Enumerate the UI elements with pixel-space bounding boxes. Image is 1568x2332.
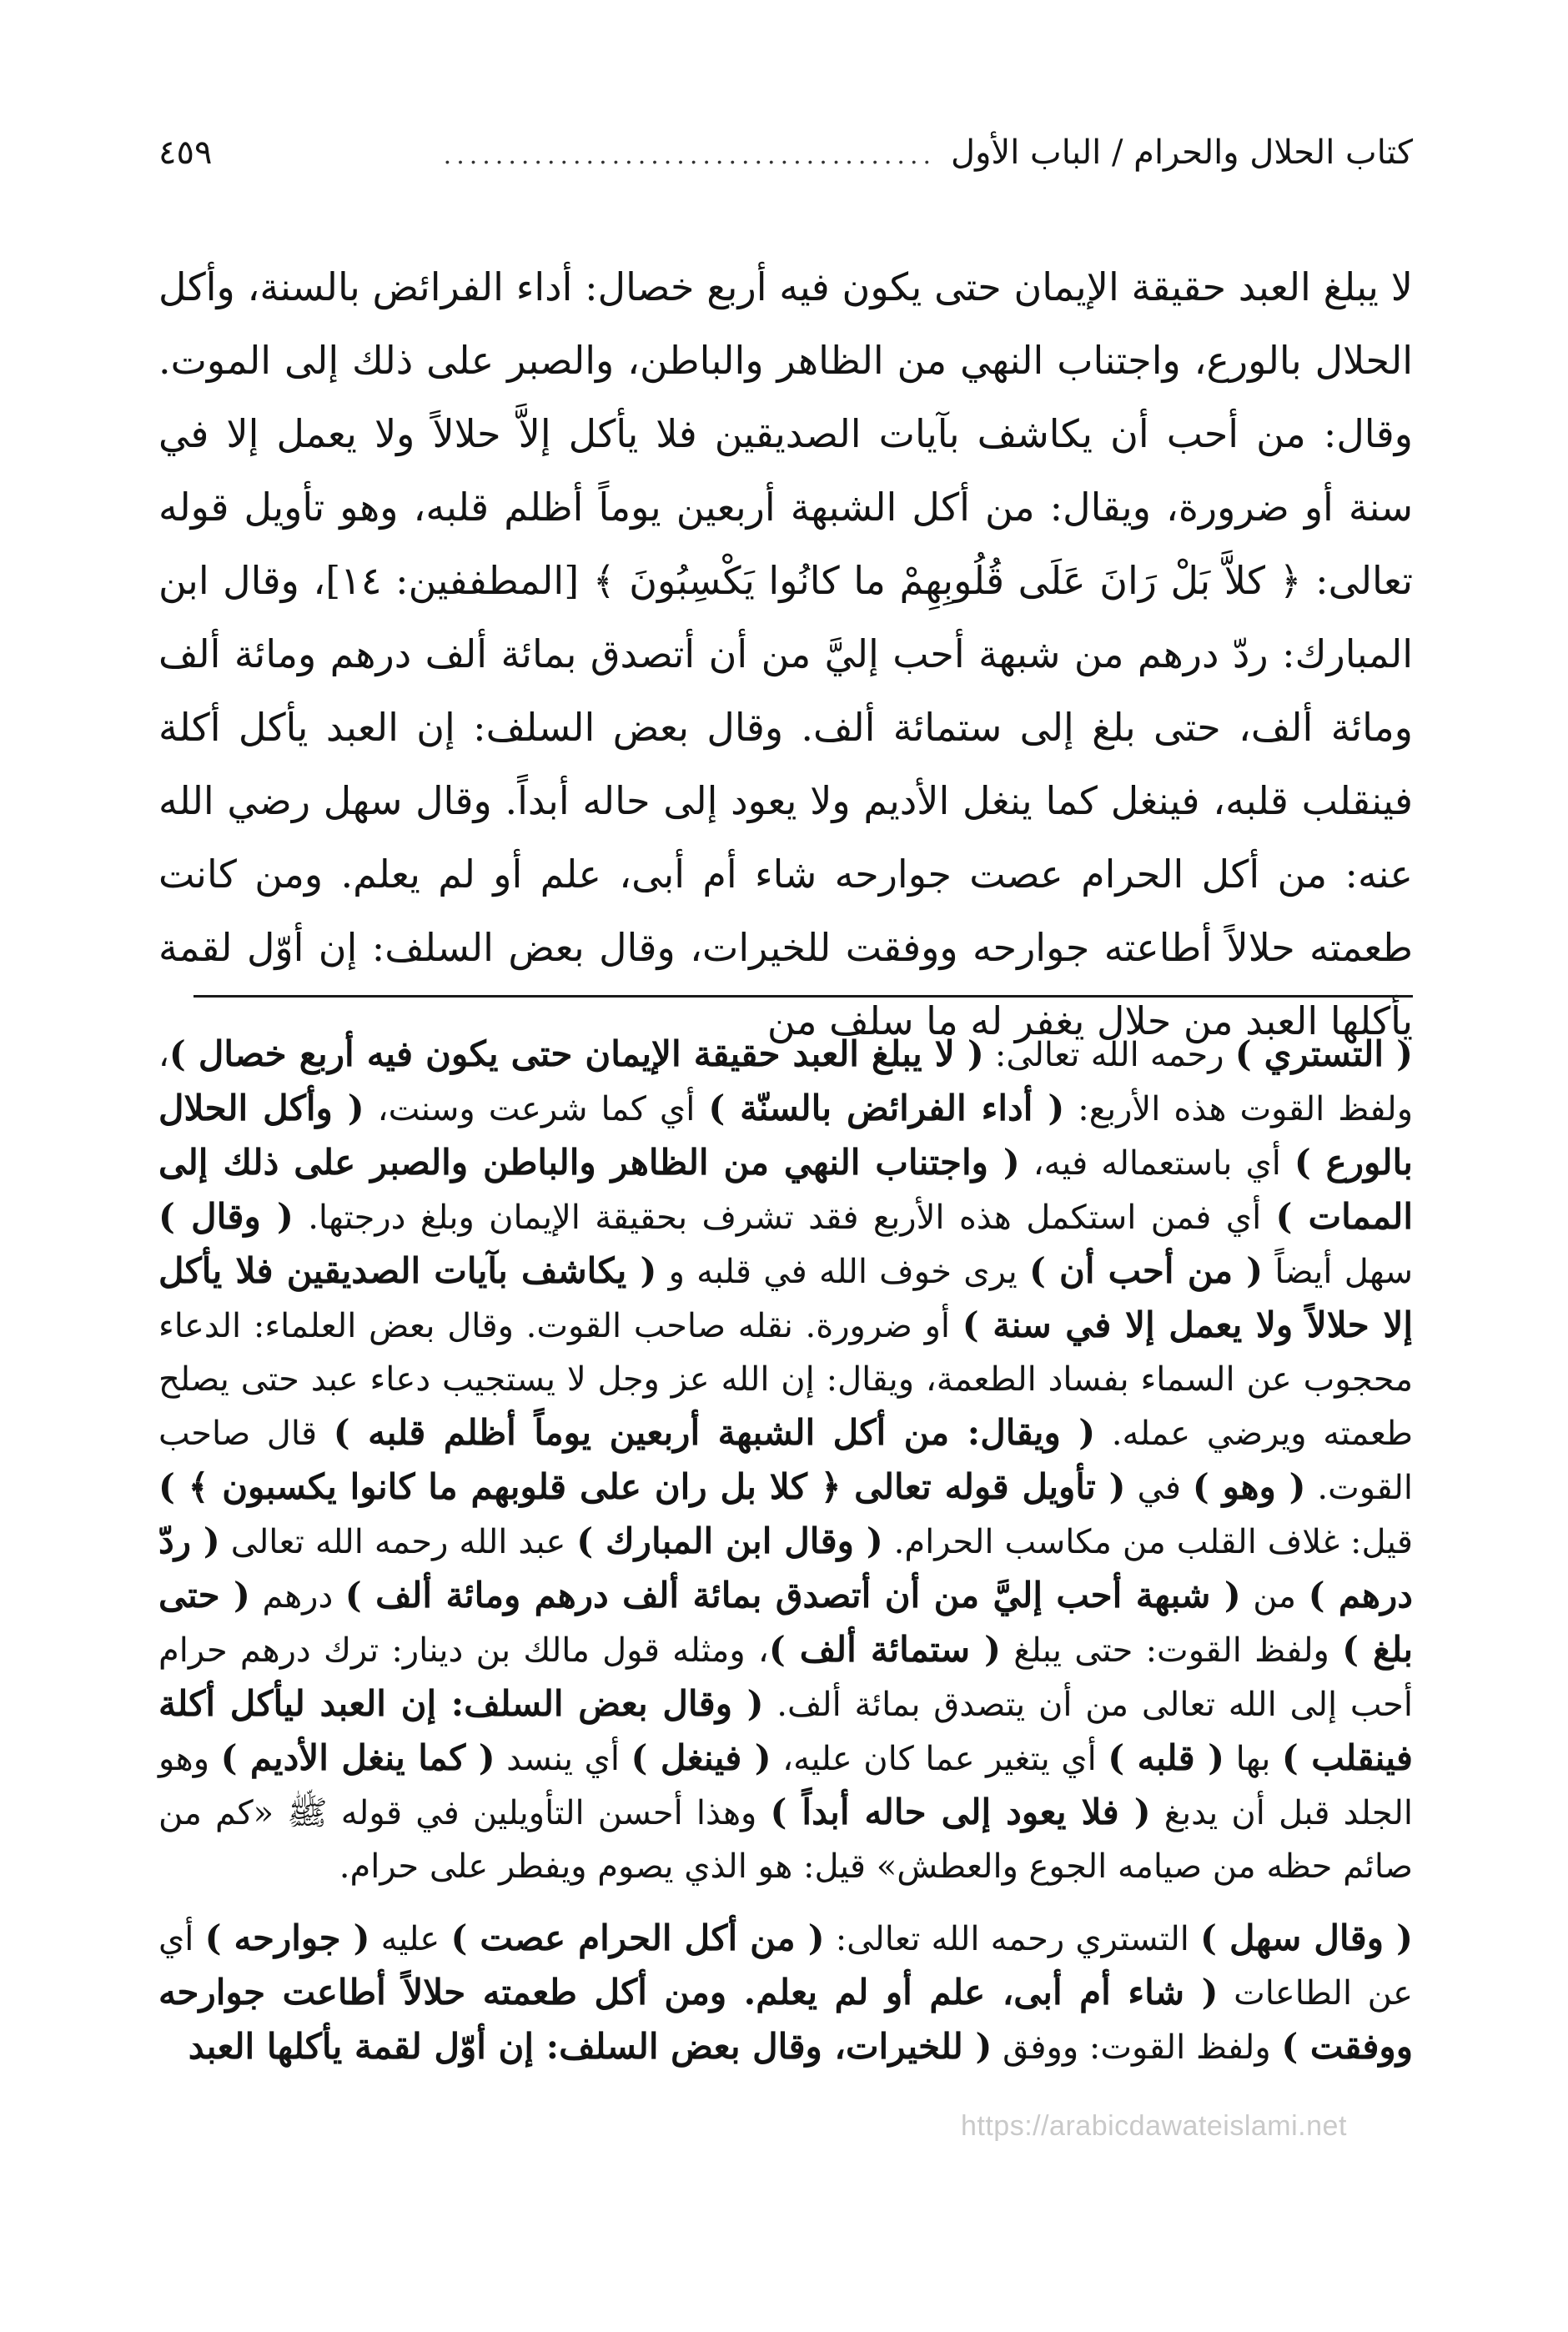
commentary-text: أي يتغير عما كان عليه، — [771, 1740, 1108, 1778]
commentary — [158, 1028, 1413, 2093]
quoted-text: ( من أكل الحرام عصت ) — [450, 1917, 825, 1958]
commentary-text: ، ومثله قول مالك بن دينار: ترك درهم حرام أحب إلى الله تعالى من أن يتصدق بمائة ألف. — [158, 1631, 1413, 1724]
quoted-text: ( وأكل الحلال بالورع ) — [158, 1088, 1413, 1183]
quoted-text: ( وقال سهل ) — [1200, 1917, 1413, 1958]
quoted-text: ( ستمائة ألف ) — [768, 1629, 1002, 1670]
commentary-text: بها — [1224, 1740, 1282, 1778]
quoted-text: ( من أحب أن ) — [1029, 1250, 1264, 1291]
commentary-paragraph — [158, 1028, 1413, 1893]
quoted-text: ( ردّ درهم ) — [158, 1520, 1413, 1616]
commentary-text: قال صاحب القوت. — [158, 1415, 1414, 1507]
main-text — [158, 250, 1413, 1058]
commentary-text: عبد الله رحمه الله تعالى — [219, 1523, 577, 1561]
commentary-text: أي فمن استكمل هذه الأربع فقد تشرف بحقيقة الإيمان وبلغ درجتها. — [293, 1199, 1276, 1237]
source-watermark: https://arabicdawateislami.net — [961, 2110, 1347, 2142]
quoted-text: ( كما ينغل الأديم ) — [220, 1737, 495, 1778]
quoted-text: ( للخيرات، وقال بعض السلف: إن أوّل لقمة يأكلها العبد — [188, 2026, 993, 2067]
quoted-text: ( أداء الفرائض بالسنّة ) — [708, 1088, 1065, 1128]
chapter-title: كتاب الحلال والحرام / الباب الأول — [951, 133, 1413, 172]
quoted-text: ( جوارحه ) — [204, 1917, 370, 1958]
commentary-text: وهو الجلد قبل أن يدبغ — [158, 1740, 1413, 1832]
commentary-text: ولفظ القوت: ووفق — [992, 2028, 1282, 2067]
quoted-text: ( وهو ) — [1192, 1466, 1306, 1507]
commentary-text: درهم — [249, 1577, 345, 1616]
commentary-text: ، ولفظ القوت هذه الأربع: — [158, 1036, 1414, 1128]
quoted-text: ( حتى بلغ ) — [158, 1575, 1414, 1670]
commentary-text: من — [1240, 1577, 1309, 1616]
quoted-text: ( لا يبلغ العبد حقيقة الإيمان حتى يكون فيه أربع خصال ) — [168, 1033, 984, 1074]
commentary-text: وهذا أحسن التأويلين في قوله ﷺ «كم من صائم حظه من صيامه الجوع والعطش» قيل: هو الذي يصوم ويفطر على حرام. — [158, 1794, 1413, 1886]
commentary-paragraph — [158, 1912, 1413, 2074]
page-number: ٤٥٩ — [158, 133, 213, 172]
quoted-text: ( شبهة أحب إليَّ من أن أتصدق بمائة ألف درهم ومائة ألف ) — [344, 1575, 1241, 1616]
quoted-text: ( ويقال: من أكل الشبهة أربعين يوماً أظلم قلبه ) — [333, 1412, 1096, 1453]
commentary-text: قيل: غلاف القلب من مكاسب الحرام. — [882, 1523, 1413, 1561]
commentary-text: التستري رحمه الله تعالى: — [824, 1920, 1201, 1958]
commentary-text: رحمه الله تعالى: — [983, 1036, 1235, 1074]
commentary-text: في — [1125, 1469, 1193, 1507]
commentary-text: أي كما شرعت وسنت، — [364, 1090, 709, 1128]
leader-dots: ...................................... — [443, 141, 937, 170]
commentary-text: ولفظ القوت: حتى يبلغ — [1001, 1631, 1343, 1670]
running-header — [158, 133, 1413, 183]
quoted-text: ( تأويل قوله تعالى ﴿ كلا بل ران على قلوبهم ما كانوا يكسبون ﴾ ) — [158, 1466, 1126, 1507]
quoted-text: ( وقال ابن المبارك ) — [576, 1520, 883, 1561]
quoted-text: ( وقال بعض السلف: إن العبد ليأكل أكلة فينقلب ) — [158, 1683, 1414, 1778]
commentary-text: أي عن الطاعات — [158, 1920, 1413, 2013]
commentary-text: يرى خوف الله في قلبه و — [656, 1253, 1030, 1291]
quoted-text: ( فينغل ) — [631, 1737, 771, 1778]
commentary-text: عليه — [369, 1920, 451, 1958]
commentary-text: أي ينسد — [495, 1740, 631, 1778]
quoted-text: ( وقال ) — [158, 1196, 294, 1237]
quoted-text: ( فلا يعود إلى حاله أبداً ) — [770, 1792, 1151, 1832]
footnote-divider — [193, 995, 1413, 998]
quoted-text: ( واجتناب النهي من الظاهر والباطن والصبر على ذلك إلى الممات ) — [158, 1142, 1413, 1237]
quoted-text: ( التستري ) — [1234, 1033, 1413, 1074]
commentary-text: أو ضرورة. نقله صاحب القوت. وقال بعض العلماء: الدعاء محجوب عن السماء بفساد الطعمة، ويقال: إن الله عز وجل لا يستجيب دعاء عبد حتى يصلح طعمته ويرضي عمله. — [158, 1307, 1413, 1453]
commentary-text: أي باستعماله فيه، — [1019, 1144, 1294, 1183]
quoted-text: ( يكاشف بآيات الصديقين فلا يأكل إلا حلالاً ولا يعمل إلا في سنة ) — [158, 1250, 1413, 1345]
commentary-text: سهل أيضاً — [1263, 1253, 1414, 1291]
main-paragraph: لا يبلغ العبد حقيقة الإيمان حتى يكون فيه أربع خصال: أداء الفرائض بالسنة، وأكل الحلال بالورع، واجتناب النهي من الظاهر والباطن، والصبر على ذلك إلى الموت. وقال: من أحب أن يكاشف بآيات الصديقين فلا يأكل إلاَّ حلالاً ولا يعمل إلا في سنة أو ضرورة، ويقال: من أكل الشبهة أربعين يوماً أظلم قلبه، وهو تأويل قوله تعالى: ﴿ كلاَّ بَلْ رَانَ عَلَى قُلُوبِهِمْ ما كانُوا يَكْسِبُونَ ﴾ [المطففين: ١٤]، وقال ابن المبارك: ردّ درهم من شبهة أحب إليَّ من أن أتصدق بمائة ألف درهم ومائة ألف ومائة ألف، حتى بلغ إلى ستمائة ألف. وقال بعض السلف: إن العبد يأكل أكلة فينقلب قلبه، فينغل كما ينغل الأديم ولا يعود إلى حاله أبداً. وقال سهل رضي الله عنه: من أكل الحرام عصت جوارحه شاء أم أبى، علم أو لم يعلم. ومن كانت طعمته حلالاً أطاعته جوارحه ووفقت للخيرات، وقال بعض السلف: إن أوّل لقمة يأكلها العبد من حلال يغفر له ما سلف من — [158, 264, 1413, 1043]
quoted-text: ( قلبه ) — [1108, 1737, 1225, 1778]
quoted-text: ( شاء أم أبى، علم أو لم يعلم. ومن أكل طعمته حلالاً أطاعت جوارحه ووفقت ) — [158, 1972, 1413, 2067]
